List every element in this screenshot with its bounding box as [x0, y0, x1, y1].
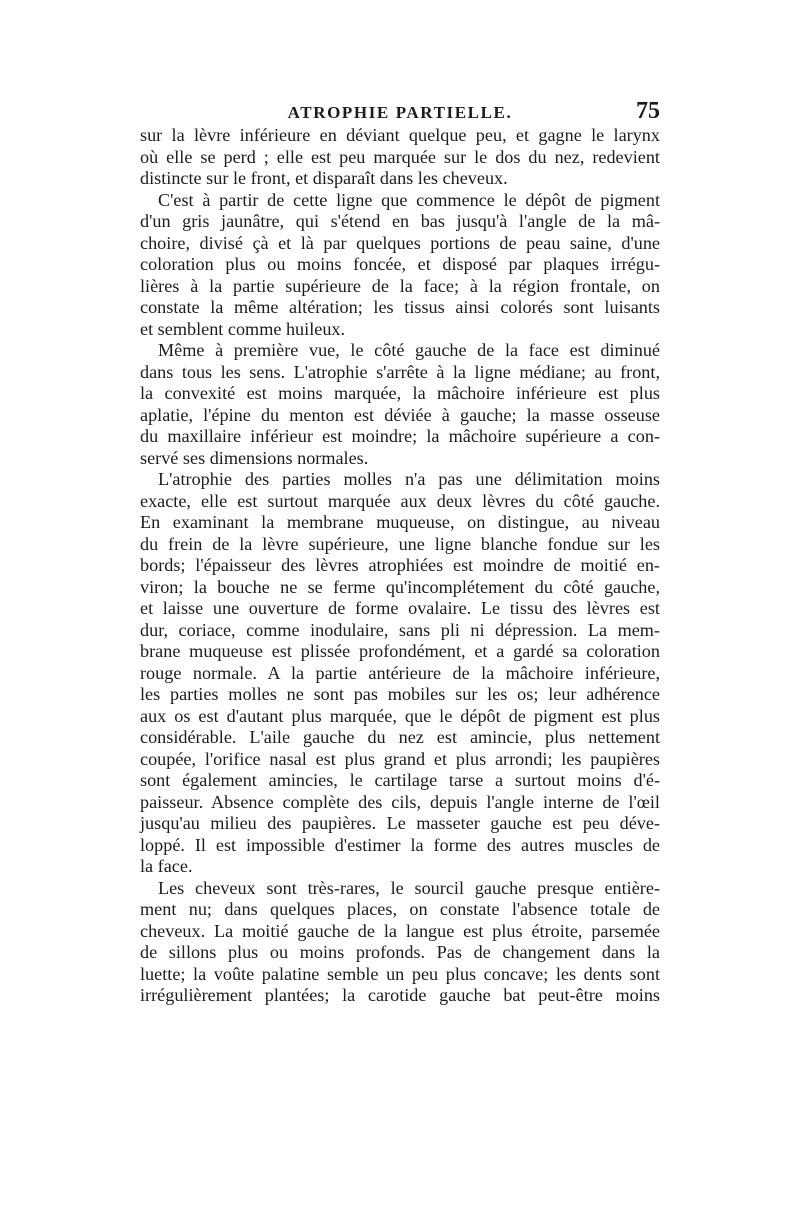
text-line: irrégulièrement plantées; la carotide gauche bat peut-être moins	[140, 985, 660, 1005]
page-number: 75	[636, 98, 660, 124]
text-line: ment nu; dans quelques places, on constate l'absence totale de	[140, 899, 660, 919]
text-line: brane muqueuse est plissée profondément, et a gardé sa coloration	[140, 641, 660, 661]
body-text	[140, 125, 660, 1007]
running-title: ATROPHIE PARTIELLE.	[287, 103, 513, 122]
text-line: considérable. L'aile gauche du nez est amincie, plus nettement	[140, 727, 660, 747]
text-line: luette; la voûte palatine semble un peu plus concave; les dents sont	[140, 963, 660, 984]
text-line: coupée, l'orifice nasal est plus grand et plus arrondi; les paupières	[140, 748, 660, 769]
text-line: du maxillaire inférieur est moindre; la mâchoire supérieure a con-	[140, 426, 660, 446]
text-line: choire, divisé çà et là par quelques portions de peau saine, d'une	[140, 232, 660, 253]
text-line: d'un gris jaunâtre, qui s'étend en bas jusqu'à l'angle de la mâ-	[140, 211, 660, 231]
text-line: Les cheveux sont très-rares, le sourcil gauche presque entière-	[158, 877, 660, 898]
text-line: aux os est d'autant plus marquée, que le dépôt de pigment est plus	[140, 705, 660, 726]
text-line: coloration plus ou moins foncée, et disposé par plaques irrégu-	[140, 254, 660, 274]
text-line: servé ses dimensions normales.	[140, 447, 369, 468]
text-line: du frein de la lèvre supérieure, une ligne blanche fondue sur les	[140, 533, 660, 554]
text-line: et laisse une ouverture de forme ovalaire. Le tissu des lèvres est	[140, 598, 660, 618]
text-line: distincte sur le front, et disparaît dans les cheveux.	[140, 168, 508, 188]
text-line: loppé. Il est impossible d'estimer la forme des autres muscles de	[140, 834, 660, 855]
text-line: et semblent comme huileux.	[140, 318, 346, 339]
text-line: de sillons plus ou moins profonds. Pas de changement dans la	[140, 942, 660, 962]
text-line: En examinant la membrane muqueuse, on distingue, au niveau	[140, 512, 660, 532]
text-line: rouge normale. A la partie antérieure de la mâchoire inférieure,	[140, 662, 660, 683]
text-line: C'est à partir de cette ligne que commence le dépôt de pigment	[158, 189, 660, 210]
text-line: viron; la bouche ne se ferme qu'incomplétement du côté gauche,	[140, 576, 660, 597]
text-line: la face.	[140, 856, 193, 876]
text-line: où elle se perd ; elle est peu marquée sur le dos du nez, redevient	[140, 146, 660, 167]
text-line: bords; l'épaisseur des lèvres atrophiées est moindre de moitié en-	[140, 555, 660, 575]
text-line: L'atrophie des parties molles n'a pas une délimitation moins	[158, 469, 660, 489]
text-line: aplatie, l'épine du menton est déviée à gauche; la masse osseuse	[140, 404, 660, 425]
text-line: cheveux. La moitié gauche de la langue est plus étroite, parsemée	[140, 920, 660, 941]
text-line: paisseur. Absence complète des cils, depuis l'angle interne de l'œil	[140, 791, 660, 812]
text-line: jusqu'au milieu des paupières. Le masseter gauche est peu déve-	[140, 813, 660, 833]
text-line: dur, coriace, comme inodulaire, sans pli ni dépression. La mem-	[140, 619, 660, 640]
text-line: sont également amincies, le cartilage tarse a surtout moins d'é-	[140, 770, 660, 790]
text-line: sur la lèvre inférieure en déviant quelque peu, et gagne le larynx	[140, 125, 660, 145]
text-line: les parties molles ne sont pas mobiles sur les os; leur adhérence	[140, 684, 660, 704]
text-line: Même à première vue, le côté gauche de la face est diminué	[158, 340, 660, 360]
text-line: la convexité est moins marquée, la mâchoire inférieure est plus	[140, 383, 660, 403]
text-line: dans tous les sens. L'atrophie s'arrête à la ligne médiane; au front,	[140, 361, 660, 382]
text-line: lières à la partie supérieure de la face; à la région frontale, on	[140, 275, 660, 296]
running-head	[140, 100, 660, 126]
text-line: constate la même altération; les tissus ainsi colorés sont luisants	[140, 297, 660, 317]
text-line: exacte, elle est surtout marquée aux deux lèvres du côté gauche.	[140, 490, 660, 511]
